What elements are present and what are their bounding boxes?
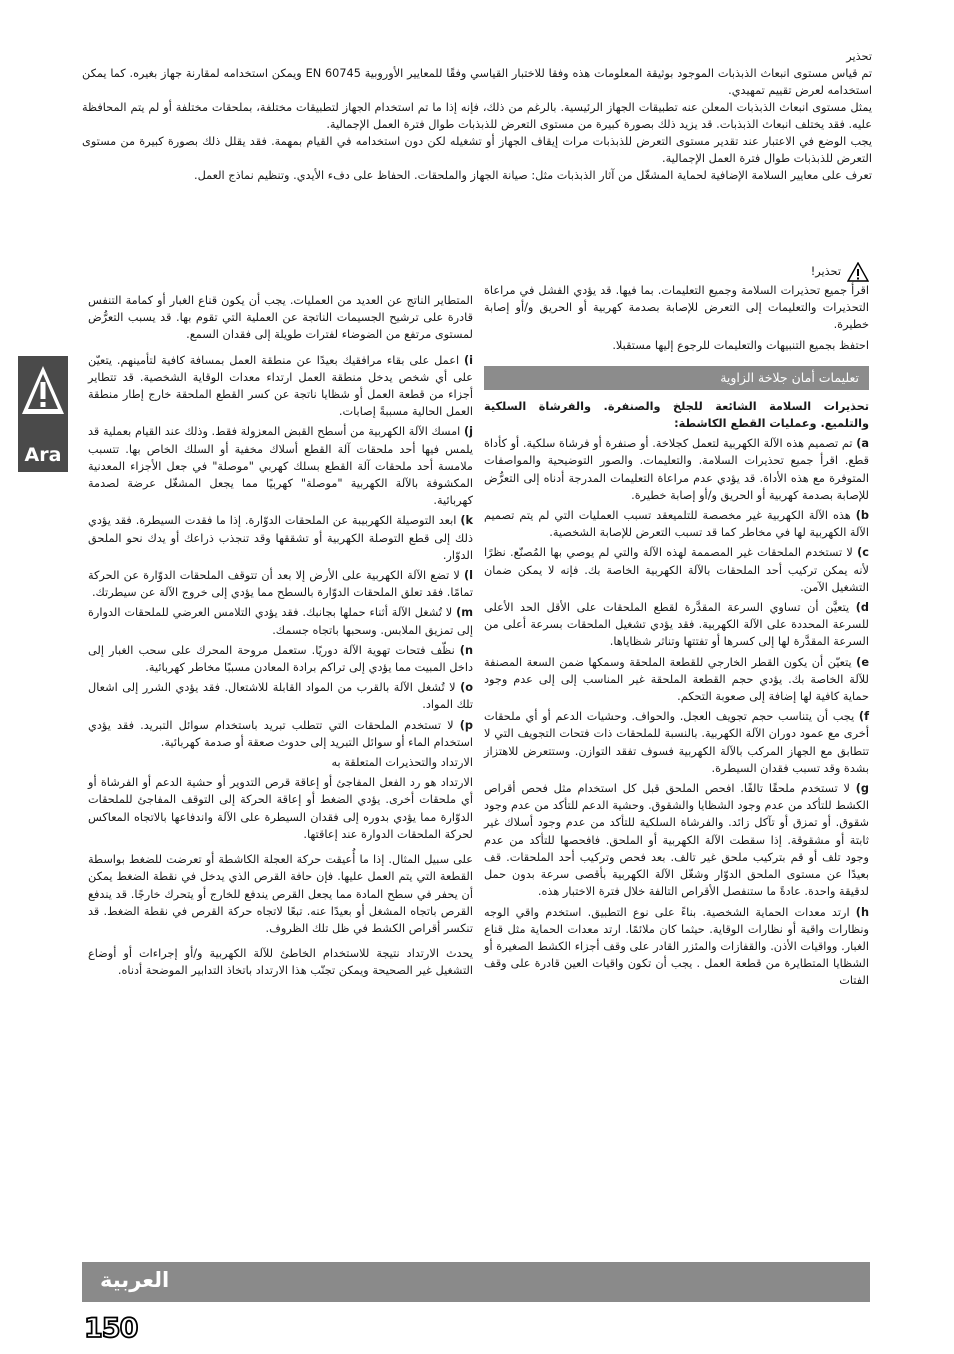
list-item [88,642,473,676]
item-letter: f) [858,710,869,724]
language-side-tab [18,356,68,472]
caution-title: تحذير [846,50,872,63]
list-item [88,423,473,509]
item-letter: d) [855,601,869,615]
warning-label: تحذير! [810,265,841,279]
list-item [484,708,869,777]
warning-paragraph: احتفظ بجميع التنبيهات والتعليمات للرجوع إليها مستقبلا. [612,338,869,352]
item-letter: g) [855,782,870,796]
item-letter: n) [459,643,473,657]
vibration-paragraph: تم قياس مستوى انبعاث الذبذبات الموجود بوثيقة المعلومات هذه وفقا للاختبار القياسي وفقًا للمعايير الأوروبية EN 60745 ويمكن استخدامه لمقارنة جهاز بغيره. كما يمكن استخدامه لعرض تقييم تمهيدي. [82,67,872,97]
item-text: لا تستخدم ملحقًا تالفًا. افحص الملحق قبل كل استخدام مثل فحص أقراص الكشط للتأكد من عدم وجود الشظايا والشقوق. وحشية الدعم للتأكد من عدم وجود شقوق. أو تمزق أو تآكل زائد. والفرشاة السلكية للتأكد من عدم وجود أسلاك غير ثابتة أو مشقوقة. إذا سقطت الآلة الكهربية أو الملحق. فافحصها للتأكد من عدم وجود تلف أو قم بتركيب ملحق غير تالف. بعد فحص وتركيب أحد الملحقات. قف بعيدًا عن مستوى الملحق الدوّار وشغّل الآلة الكهربية بأقصى سرعة بدون حمل لدقيقة واحدة. عادةً ما ستنفصل الأقراص التالفة خلال فترة الاختبار هذه. [484,782,869,899]
section-banner: تعليمات أمان جلاخة الزاوية [484,366,869,390]
item-letter: p) [459,718,474,732]
kickback-heading: الارتداد والتحذيرات المتعلقة به [331,756,473,770]
item-letter: o) [460,681,474,695]
side-tab-label: Ara [24,444,62,466]
item-text: يجب أن يتناسب حجم تجويف العجل. والحواف. وحشيات الدعم أو أي ملحقات أخرى مع عمود دوران الآلة الكهربية. بالنسبة للملحقات ذات فتحات التجويف التي لا تتطابق مع الجهاز المركب بالآلة الكهربية فسوف تفقد التوازن. وستتعرض للاهتزاز بشدة وقد تسبب فقدان السيطرة. [484,710,869,775]
section-intro: تحذيرات السلامة الشائعة للجلخ والصنفرة. والفرشاة السلكية والتلميع. وعمليات القطع الكاشطة: [484,399,869,431]
item-letter: c) [857,546,869,560]
item-text: يتعيَّن أن تساوي السرعة المقدَّرة لقطع الملحقات على الأقل الحد الأعلى للسرعة المحددة على الآلة الكهربية. فقد يؤدي تشغيل الملحقات بسرعة أعلى من السرعة المقدَّرة لها إلى كسرها أو تفتتها وتناثر شظاياها. [484,601,869,649]
item-letter: j) [463,425,474,439]
list-item [88,512,473,564]
item-letter: a) [856,437,870,451]
exclamation-tab-icon [20,364,66,424]
list-item [88,717,473,751]
kickback-paragraph: يحدث الارتداد نتيجة للاستخدام الخاطئ للآلة الكهربية و/أو إجراءات أو أوضاع التشغيل غير الصحيحة ويمكن تجنّب هذا الارتداد باتخاذ التدابير الموضحة أدناه. [88,947,473,978]
item-letter: k) [460,514,473,528]
item-letter: b) [855,509,870,523]
list-item [88,604,473,638]
item-letter: i) [463,353,473,367]
page-number: 150 [84,1313,138,1344]
item-text: اعمل على بقاء مرافقيك بعيدًا عن منطقة العمل بمسافة كافية لتأمينهم. يتعيّن على أي شخص يدخل منطقة العمل ارتداء معدات الوقاية الشخصية. قد تتطاير أجزاء من قطعة العمل أو شظايا ناتجة عن كسر القطع الملحقة خارج إطار منطقة العمل الحالية مسببةً إصابات. [88,353,473,419]
item-text: نظّف فتحات تهوية الآلة دوريًا. ستعمل مروحة المحرك على سحب الغبار إلى داخل المبيت مما يؤدي إلى تراكم برادة المعادن مسببًا مخاطر كهربائية. [88,643,473,675]
item-letter: m) [456,606,474,620]
item-text: تم تصميم هذه الآلة الكهربية لتعمل كجلاخة. أو صنفرة أو فرشاة سلكية. أو كأداة قطع. اقرأ جميع تحذيرات السلامة. والتعليمات. والصور التوضيحية والمواصفات المتوفرة مع هذه الأداة. قد يؤدي عدم مراعاة التعليمات المدرجة أدناه إلى التعرُّض للإصابة بصدمة كهربية أو الحريق و/أو إصابة خطيرة. [484,437,869,502]
kickback-paragraph: على سبيل المثال. إذا ما أُعيقت حركة العجلة الكاشطة أو تعرضت للضغط بواسطة القطعة التي يتم العمل عليها. فإن حافة القرص الذي يدخل في نقطة الضغط يمكن أن يحفر في سطح المادة مما يجعل القرص يندفع للخارج أو يتحرك خارجًا. قد يندفع القرص باتجاه المشغل أو بعيدًا عنه. تبعًا لاتجاه حركة القرص في نقطة الضغط. قد تنكسر أقراص الكشط في ظل تلك الظروف. [88,853,473,935]
continued-paragraph: المتطاير الناتج عن العديد من العمليات. يجب أن يكون قناع الغبار أو كمامة التنفس قادرة على ترشيح الجسيمات الناتجة عن العملية التي تقوم بها. قد يسبب التعرُّض لمستوى مرتفع من الضوضاء لفترات طويلة إلى فقدان السمع. [88,294,473,342]
footer-title: العربية [100,1268,170,1292]
item-text: لا تضع الآلة الكهربية على الأرض إلا بعد أن تتوقف الملحقات الدوّارة عن الحركة تمامًا. فقد تعلق الملحقات الدوّارة بالسطح مما يؤدي إلى خروج الآلة عن سيطرتك. [88,569,473,600]
list-item [484,654,869,706]
list-item [484,544,869,596]
item-letter: h) [855,905,869,919]
list-item [88,679,473,713]
item-text: هذه الآلة الكهربية غير مخصصة للتلميعقد تسبب العمليات التي لم يتم تصميم الآلة الكهربية لها في مخاطر كما قد تسبب التعرض للإصابة الشخصية. [484,509,869,540]
kickback-paragraph: الارتداد هو رد الفعل المفاجئ أو إعاقة قرص التدوير أو حشية الدعم أو الفرشاة أو أي ملحقات أخرى. يؤدي الضغط أو إعاقة الحركة إلى التوقف المفاجئ للملحقات الدوّارة مما يؤدي بدوره إلى فقدان السيطرة على الآلة واندفاعها بالاتجاه المعاكس لحركة الملحقات الدوارة عند إعاقتها. [88,776,473,841]
list-item [484,599,869,651]
left-column [88,292,473,983]
item-text: امسك الآلة الكهربية من أسطح القبض المعزولة فقط. وذلك عند القيام بعملية قد يلمس فيها أحد ملحقات آلة القطع أسلاك مخفية أو السلك الخاص بها. تتسبب ملامسة أحد ملحقات آلة القطع بسلك كهربي "موصلة" في جعل الأجزاء المعدنية المكشوفة بالآلة الكهربية "موصلة" كهربيًا مما يجعل المشغّل عرضة لصدمة كهربائية. [88,425,473,508]
vibration-paragraph: يمثل مستوى انبعاث الذبذبات المعلن عنه تطبيقات الجهاز الرئيسية. بالرغم من ذلك، فإنه إذا ما تم استخدام الجهاز لتطبيقات مختلفة، بملحقات مختلفة أو لم يتم المحافظة عليه. فقد يختلف انبعاث الذبذبات. قد يزيد ذلك بصورة كبيرة من مستوى التعرض للذبذبات طوال فترة العمل الإجمالية. [82,101,872,131]
item-letter: l) [463,569,474,583]
item-text: ابعد التوصيلة الكهربيبة عن الملحقات الدوّارة. إذا ما فقدت السيطرة. فقد يؤدي ذلك إلى قطع التوصلة الكهربية أو تشققها وقد تنجذب ذراعك أو يدك نحو الملحق الدوّار. [88,514,473,562]
list-item [484,507,869,541]
warning-triangle-icon [847,262,869,282]
warning-paragraph: اقرأ جميع تحذيرات السلامة وجميع التعليمات. بما فيها. قد يؤدي الفشل في مراعاة التحذيرات والتعليمات إلى التعرض للإصابة بصدمة كهربية أو الحريق و/أو إصابة خطيرة. [484,284,869,332]
list-item [484,435,869,504]
list-item [484,780,869,900]
list-item [484,904,869,990]
vibration-paragraph: يجب الوضع في الاعتبار عند تقدير مستوى التعرض للذبذبات مرات إيقاف الجهاز أو تشغيله لكن دون استخدامه في القيام بمهمة. فقد يقلل ذلك بصورة كبيرة من مستوى التعرض للذبذبات طوال فترة العمل الإجمالية. [82,135,872,165]
item-text: لا تُشغل الآلة بالقرب من المواد القابلة للاشتعال. فقد يؤدي الشرر إلى اشعال تلك المواد. [88,681,473,712]
item-text: يتعيّن أن يكون القطر الخارجي للقطعة الملحقة وسمكها ضمن السعة المصنفة للآلة الخاصة بك. يؤدي حجم القطعة الملحقة غير المناسب إلى إلى عدم وجود حماية كافية لها إضافة إلى صعوبة التحكم. [484,655,869,704]
item-text: لا تُشغل الآلة أثناء حملها بجانبك. فقد يؤدي التلامس العرضي للملحقات الدوارة إلى تمزيق الملابس. وسحبها باتجاه جسمك. [88,606,473,637]
list-item [88,352,473,421]
item-text: لا تستخدم الملحقات غير المصممة لهذه الآلة والتي لم يوصي بها المُصنّع. نظرًا لأنه يمكن تركيب أحد الملحقات بالآلة الكهربية الخاصة بك. فإنه لا يمكن ضمان التشغيل الآمن. [484,546,869,594]
warning-heading [484,262,869,282]
vibration-caution-section [82,48,872,184]
footer-bar [82,1262,870,1302]
list-item [88,567,473,601]
item-text: ارتد معدات الحماية الشخصية. بناءً على نوع التطبيق. استخدم واقي الوجه ونظارات واقية أو نظارات الوقاية. حيثما كان ملائمًا. ارتد معدات الحماية مثل قناع الغبار. وواقيات الأذن. والقفازات والمئزر القادر على وقف أجزاء الكشط الصغيرة أو الشظايا المتطايرة من قطعة العمل . يجب أن تكون واقيات العين قادرة على وقف الفتات [484,905,869,988]
right-column [484,262,869,993]
vibration-paragraph: تعرف على معايير السلامة الإضافية لحماية المشغّل من آثار الذبذبات مثل: صيانة الجهاز والملحقات. الحفاظ على دفء الأيدي. وتنظيم نماذج العمل. [193,169,872,182]
item-letter: e) [856,655,869,669]
item-text: لا تستخدم الملحقات التي تتطلب تبريد باستخدام سوائل التبريد. فقد يؤدي استخدام الماء أو سوائل التبريد إلى حدوث صعقة أو صدمة كهربائية. [88,718,473,749]
